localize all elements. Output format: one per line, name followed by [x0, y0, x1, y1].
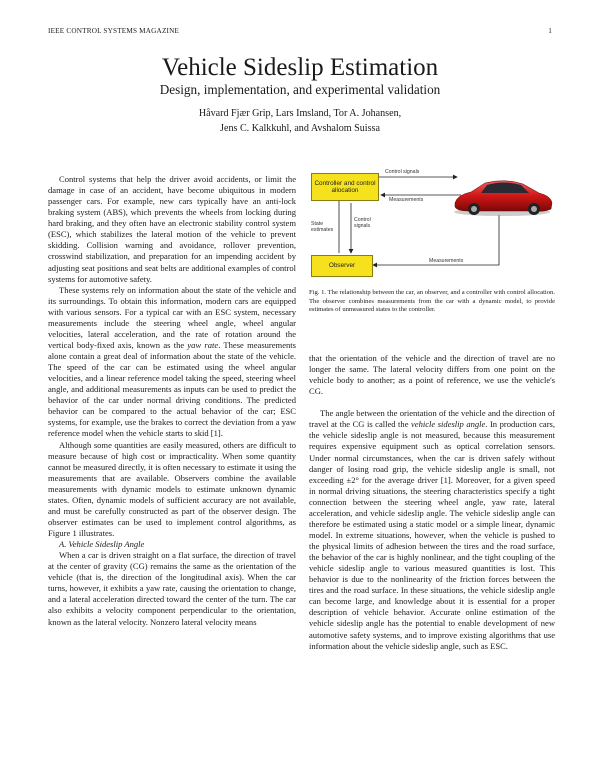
paragraph: Although some quantities are easily measured, others are difficult to measure because of high cost or impracticality. When some quantity cannot be measured directly, it is often necessary to estimate it using the measurements that are available. Observers combine the available measurements with dynamic models to estimate unknown dynamic states. Often, dynamic models of sufficient accuracy are not available, and must be carefully constructed as part of the observer design. The observer estimates can be used to implement control algorithms, as Figure 1 illustrates.	[48, 439, 296, 538]
page-number: 1	[548, 27, 552, 35]
figure-1-diagram	[309, 165, 555, 280]
paragraph: that the orientation of the vehicle and the direction of travel are no longer the same. The lateral velocity differs from one point on the vehicle body to another; as a point of reference, we use the vehicle's CG.	[309, 353, 555, 397]
right-column	[309, 353, 555, 652]
author-list	[0, 107, 600, 136]
running-header	[48, 27, 552, 37]
paragraph: The angle between the orientation of the vehicle and the direction of travel at the CG is called the vehicle sideslip angle. In production cars, the vehicle sideslip angle is not measured, because this measurement requires expensive equipment such as optical correlation sensors. Under normal circumstances, when the car is driven safely without danger of losing road grip, the vehicle sideslip angle is small, not exceeding ±2° for the average driver [1]. Moreover, for a given speed in normal driving situations, the steering characteristics specify a tight connection between the steering wheel angle, yaw rate, lateral acceleration, and vehicle sideslip angle. The vehicle sideslip angle can therefore be estimated using a static model or a simple linear, dynamic model. In extreme situations, however, when the vehicle is pushed to the physical limits of adhesion between the tires and the road surface, the behavior of the car is highly nonlinear, and the tight coupling of the vehicle sideslip angle to various measured quantities is lost. This behavior is due to the nonlinearity of the friction forces between the tires and the road surface. In these situations, the vehicle sideslip angle can become large, and knowledge about it is essential for a proper description of vehicle behavior. Accurate online estimation of the vehicle sideslip angle has the potential to enable development of new automotive safety systems, and to improve existing algorithms that use information about the vehicle sideslip angle, such as ESC.	[309, 408, 555, 651]
paragraph: These systems rely on information about the state of the vehicle and its surroundings. To obtain this information, modern cars are equipped with various sensors. For a typical car with an ESC system, necessary measurements include the steering wheel angle, wheel angular velocities, lateral acceleration, and the rate of rotation around the vertical body-fixed axis, known as the yaw rate. These measurements alone contain a great deal of information about the state of the vehicle. The speed of the car can be estimated using the wheel angular velocities, and a linear reference model taking the speed, steering wheel angle, and additional measurements as inputs can be used to predict the behavior of the car under normal driving conditions. The predicted behavior can be compared to the actual behavior of the car; ESC systems, for example, use the brakes to correct the deviation from a yaw reference model when the vehicle starts to skid [1].	[48, 284, 296, 439]
measurements-label-top: Measurements	[389, 197, 424, 203]
left-column	[48, 174, 296, 628]
paper-subtitle: Design, implementation, and experimental validation	[159, 82, 441, 97]
author-line-2: Jens C. Kalkkuhl, and Avshalom Suissa	[220, 122, 380, 134]
figure-caption: Fig. 1. The relationship between the car, an observer, and a controller with control allocation. The observer combines measurements from the car with a dynamic model, to provide estimates of unmeasured states to the controller.	[309, 289, 555, 314]
paper-title: Vehicle Sideslip Estimation	[161, 54, 439, 81]
paragraph: Control systems that help the driver avoid accidents, or limit the damage in case of an accident, have become ubiquitous in modern passenger cars. For example, new cars typically have an anti-lock braking system (ABS), which prevents the wheels from locking during hard braking, and they often have an electronic stability control system (ESC), which stabilizes the lateral motion of the vehicle to prevent skidding. Collision warning and avoidance, rollover prevention, crosswind stabilization, and preparation for an impending accident by adjusting seat positions and seat belts are additional examples of control systems for automotive safety.	[48, 174, 296, 284]
section-heading: A. Vehicle Sideslip Angle	[59, 539, 145, 550]
journal-name: IEEE CONTROL SYSTEMS MAGAZINE	[48, 27, 180, 35]
state-estimates-label: State estimates	[311, 221, 334, 233]
observer-block: Observer	[311, 255, 373, 277]
paragraph: When a car is driven straight on a flat surface, the direction of travel at the center of gravity (CG) remains the same as the orientation of the vehicle (that is, the direction of the longitudinal axis). When the car turns, however, it exhibits a yaw rate, causing the orientation to change, and a lateral acceleration directed toward the center of the turn. The car also exhibits a velocity component perpendicular to the orientation, known as the lateral velocity. Nonzero lateral velocity means	[48, 550, 296, 627]
car-image	[454, 181, 552, 216]
author-line-1: Håvard Fjær Grip, Lars Imsland, Tor A. Johansen,	[198, 108, 402, 119]
measurements-label-bottom: Measurements	[429, 258, 464, 264]
control-signals-label: Control signals	[385, 169, 420, 175]
control-signals-vertical-label: Control signals	[354, 217, 371, 229]
controller-block: Controller and control allocation	[311, 173, 379, 201]
